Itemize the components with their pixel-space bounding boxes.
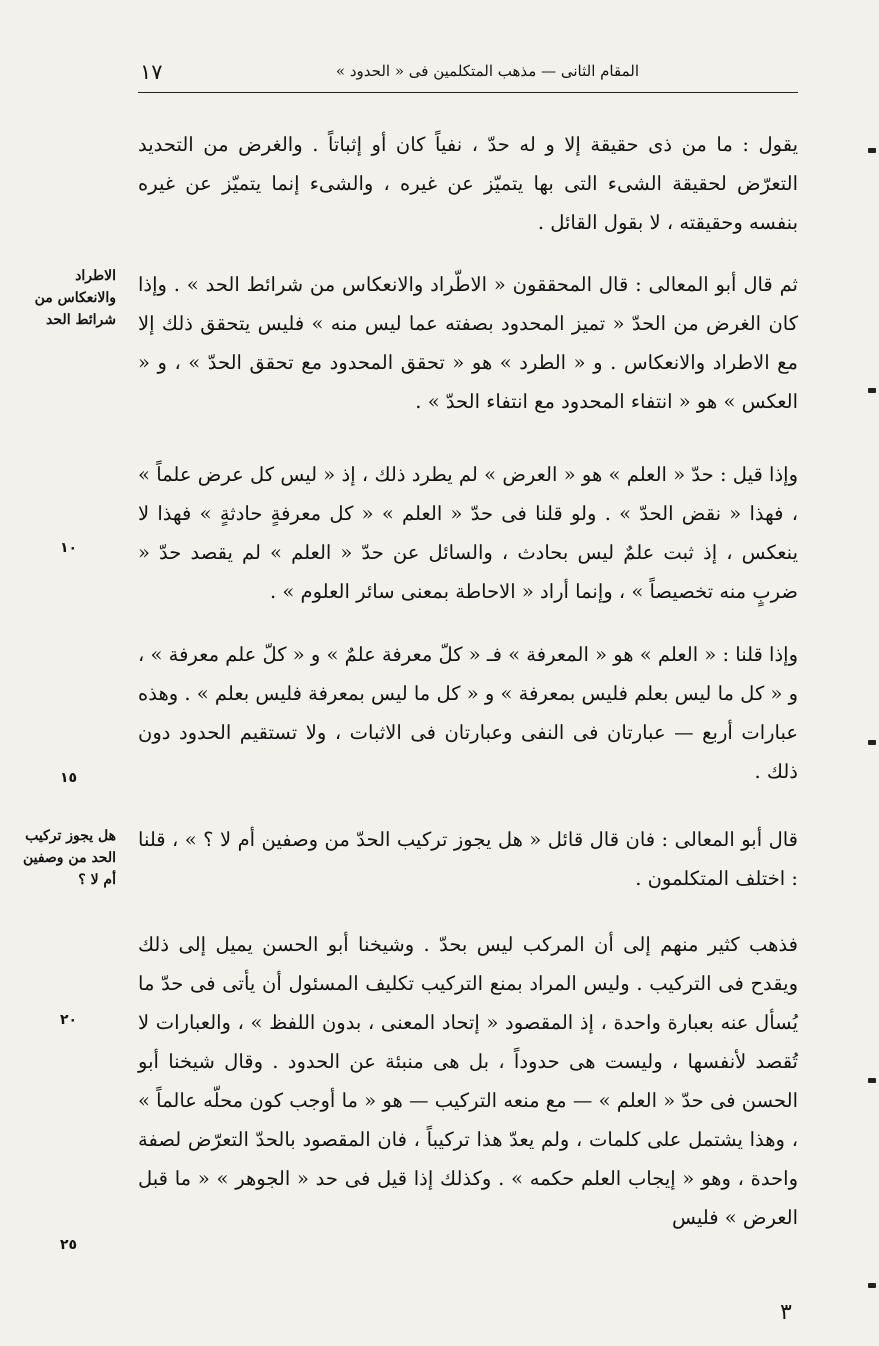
paragraph-6: فذهب كثير منهم إلى أن المركب ليس بحدّ . وشيخنا أبو الحسن يميل إلى ذلك ويقدح فى التركيب . وليس المراد بمنع التركيب تكليف المسئول أن يأتى فى حدّ ما يُسأل عنه بعبارة واحدة ، إذ المقصود « إتحاد المعنى ، بدون اللفظ » ، والعبارات لا تُقصد لأنفسها ، وليست هى حدوداً ، بل هى منبئة عن الحدود . وقال شيخنا أبو الحسن فى حدّ « العلم » — مع منعه التركيب — هو « ما أوجب كون محلّه عالماً » ، وهذا يشتمل على كلمات ، ولم يعدّ هذا تركيباً ، فان المقصود بالحدّ التعرّض لصفة واحدة ، وهو « إيجاب العلم حكمه » . وكذلك إذا قيل فى حد « الجوهر » « ما قبل العرض » فليس bbox=[138, 933, 798, 1229]
margin-note-composition: هل يجوز تركيب الحد من وصفين أم لا ؟ bbox=[22, 828, 116, 888]
paragraph-1-block bbox=[138, 125, 798, 242]
header-rule bbox=[138, 92, 798, 93]
line-number-10: ١٠ bbox=[60, 540, 78, 556]
running-title: المقام الثانى — مذهب المتكلمين فى « الحدود » bbox=[335, 62, 639, 80]
paragraph-3: وإذا قيل : حدّ « العلم » هو « العرض » لم يطرد ذلك ، إذ « ليس كل عرض علماً » ، فهذا « نقض الحدّ » . ولو قلنا فى حدّ « العلم » « كل معرفةٍ حادثةٍ » فهذا لا ينعكس ، إذ ثبت علمٌ ليس بحادث ، والسائل عن حدّ « العلم » لم يقصد حدّ « ضربٍ منه تخصيصاً » ، وإنما أراد « الاحاطة بمعنى سائر العلوم » . bbox=[138, 463, 798, 603]
paragraph-2: ثم قال أبو المعالى : قال المحققون « الاطّراد والانعكاس من شرائط الحد » . وإذا كان الغرض من الحدّ « تميز المحدود بصفته عما ليس منه » فليس يتحقق ذلك إلا مع الاطراد والانعكاس . و « الطرد » هو « تحقق المحدود مع تحقق الحدّ » ، و « العكس » هو « انتفاء المحدود مع انتفاء الحدّ » . bbox=[138, 273, 798, 413]
paragraph-5: قال أبو المعالى : فان قال قائل « هل يجوز تركيب الحدّ من وصفين أم لا ؟ » ، قلنا : اختلف المتكلمون . bbox=[138, 828, 798, 890]
binding-mark bbox=[868, 388, 876, 393]
line-number-15: ١٥ bbox=[60, 770, 78, 786]
paragraph-4: وإذا قلنا : « العلم » هو « المعرفة » فـ « كلّ معرفة علمٌ » و « كلّ علم معرفة » ، و « كل ما ليس بعلم فليس بمعرفة » و « كل ما ليس بمعرفة فليس بعلم » . وهذه عبارات أربع — عبارتان فى النفى وعبارتان فى الاثبات ، ولا تستقيم الحدود دون ذلك . bbox=[138, 643, 798, 783]
paragraph-5-block bbox=[138, 820, 798, 898]
binding-mark bbox=[868, 740, 876, 745]
signature-mark: ٣ bbox=[780, 1300, 792, 1325]
binding-mark bbox=[868, 148, 876, 153]
paragraph-4-block bbox=[138, 635, 798, 791]
paragraph-2-block bbox=[138, 265, 798, 421]
binding-mark bbox=[868, 1078, 876, 1083]
line-number-20: ٢٠ bbox=[60, 1012, 78, 1028]
paragraph-6-block bbox=[138, 925, 798, 1237]
paragraph-3-block bbox=[138, 455, 798, 611]
page-number: ١٧ bbox=[140, 60, 163, 84]
binding-mark bbox=[868, 1283, 876, 1288]
line-number-25: ٢٥ bbox=[60, 1237, 78, 1253]
paragraph-1: يقول : ما من ذى حقيقة إلا و له حدّ ، نفياً كان أو إثباتاً . والغرض من التحديد التعرّض لحقيقة الشىء التى بها يتميّز عن غيره ، والشىء إنما يتميّز عن غيره بنفسه وحقيقته ، لا بقول القائل . bbox=[138, 133, 798, 234]
margin-note-conditions: الاطراد والانعكاس من شرائط الحد bbox=[34, 268, 116, 328]
